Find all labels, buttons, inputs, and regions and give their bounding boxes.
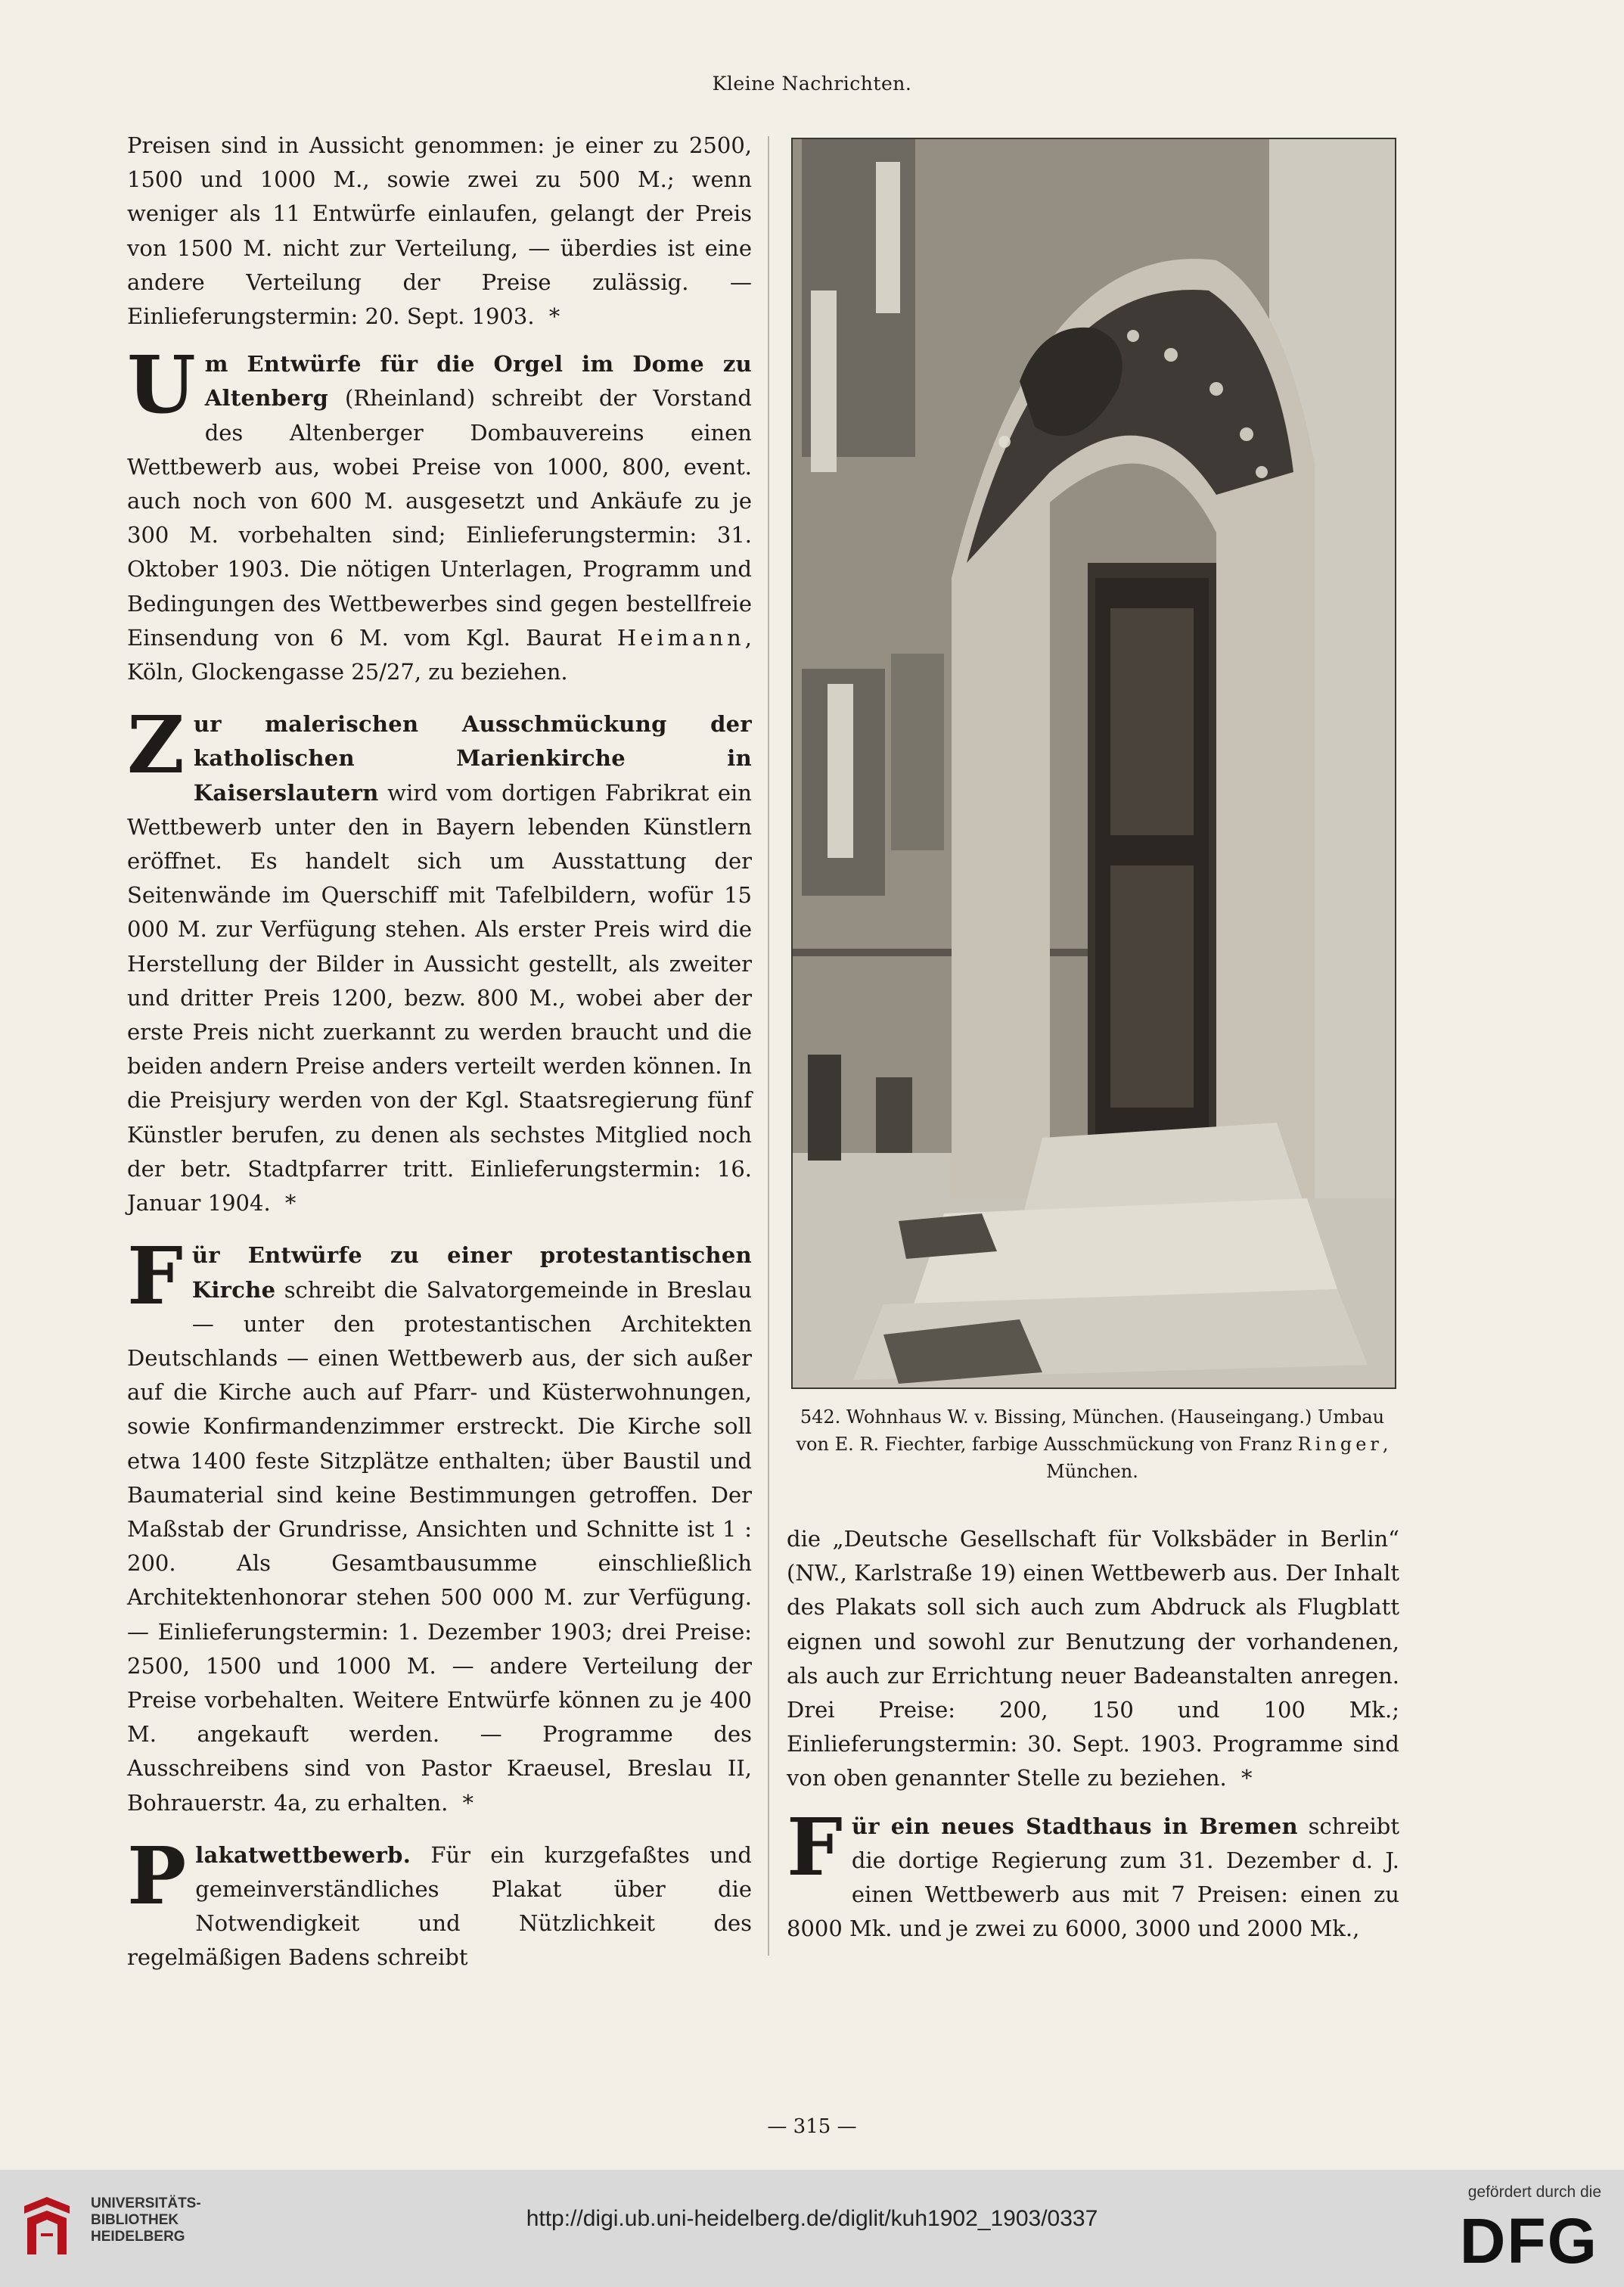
paragraph-text: , Köln, Glockengasse 25/27, zu beziehen. [127, 624, 752, 685]
paragraph-lead: ür ein neues Stadthaus in Bremen [851, 1813, 1298, 1839]
paragraph-bremen-town-hall [787, 1800, 1399, 1947]
drop-initial: F [787, 1800, 843, 1894]
library-name-line: UNIVERSITÄTS- [91, 2195, 201, 2211]
column-rule [768, 136, 769, 1956]
library-name-line: HEIDELBERG [91, 2229, 185, 2245]
dfg-logo: DFG [1459, 2205, 1598, 2276]
paragraph-text: wird vom dortigen Fabrikrat ein Wettbewerb unter den in Bayern lebenden Künstlern eröffnet. Es handelt sich um Ausstattung der Seitenwände im Querschiff mit Tafelbildern, wofür 15 000 M. zur Verfügung stehen. Als erster Preis wird die Herstellung der Bilder in Aussicht gestellt, als zweiter und dritter Preis 1200, bezw. 800 M., wobei aber der erste Preis nicht zuerkannt zu werden braucht und die beiden andern Preise anders verteilt werden können. In die Preisjury werden von der Kgl. Staatsregierung fünf Künstler berufen, zu denen als sechstes Mitglied noch der betr. Stadtpfarrer tritt. Einlieferungstermin: 16. Januar 1904. [127, 779, 752, 1217]
end-mark: * [1241, 1765, 1253, 1791]
digitization-footer [0, 2170, 1624, 2287]
drop-initial: F [127, 1229, 183, 1323]
paragraph-kaiserslautern [127, 698, 752, 1220]
paragraph-organ-altenberg [127, 338, 752, 689]
artist-name: Ringer [1297, 1434, 1383, 1455]
figure-caption [787, 1403, 1398, 1485]
running-head: Kleine Nachrichten. [712, 73, 912, 95]
paragraph-breslau-church [127, 1229, 752, 1819]
paragraph-lead: ur malerischen Ausschmückung der katholischen Marienkirche in Kaiserslautern [193, 711, 752, 806]
end-mark: * [548, 303, 560, 330]
paragraph-text: schreibt die Salvatorgemeinde in Breslau — unter den protestantischen Architekten Deutschlands — einen Wettbewerb aus, der sich außer auf die Kirche auch auf Pfarr- und Küsterwohnungen, sowie Konfirmandenzimmer erstreckt. Die Kirche soll etwa 1400 feste Sitzplätze enthalten; über Baustil und Baumaterial sind keine Bestimmungen getroffen. Der Maßstab der Grundrisse, Ansichten und Schnitte ist 1 : 200. Als Gesamtbausumme einschließlich Architektenhonorar stehen 500 000 M. zur Verfügung. — Einlieferungstermin: 1. Dezember 1903; drei Preise: 2500, 1500 und 1000 M. — andere Verteilung der Preise vorbehalten. Weitere Entwürfe können zu je 400 M. angekauft werden. — Programme des Ausschreibens sind von Pastor Kraeusel, Breslau II, Bohrauerstr. 4a, zu erhalten. [127, 1276, 752, 1816]
figure-photo-house-entrance [791, 138, 1396, 1389]
library-name-line: BIBLIOTHEK [91, 2212, 179, 2228]
paragraph-poster-competition [127, 1829, 752, 1975]
paragraph-lead: lakatwettbewerb. [195, 1841, 411, 1868]
drop-initial: Z [127, 698, 185, 792]
page-number: — 315 — [767, 2115, 857, 2138]
caption-text: , München. [1046, 1434, 1389, 1482]
left-column [127, 129, 752, 1993]
paragraph-text: Preisen sind in Aussicht genommen: je einer zu 2500, 1500 und 1000 M., sowie zwei zu 500 M.; wenn weniger als 11 Entwürfe einlaufen, gelangt der Preis von 1500 M. nicht zur Verteilung, — überdies ist eine andere Verteilung der Preise zulässig. — Einlieferungstermin: 20. Sept. 1903. [127, 132, 752, 330]
right-column [787, 1522, 1399, 1964]
person-name: Heimann [616, 624, 745, 651]
paragraph-lead: ür Entwürfe zu einer protestantischen Kirche [191, 1242, 752, 1303]
end-mark: * [284, 1190, 297, 1217]
end-mark: * [462, 1789, 474, 1816]
caption-text: 542. Wohnhaus W. v. Bissing, München. (Hauseingang.) Umbau von E. R. Fiechter, farbige Ausschmückung von Franz [796, 1406, 1385, 1455]
paragraph-text: schreibt die dortige Regierung zum 31. Dezember d. J. einen Wettbewerb aus mit 7 Preisen: einen zu 8000 Mk. und je zwei zu 6000, 3000 und 2000 Mk., [787, 1813, 1399, 1942]
entrance-photo-illustration [793, 139, 1395, 1387]
paragraph-text: Für ein kurzgefaßtes und gemeinverständliches Plakat über die Notwendigkeit und Nützlichkeit des regelmäßigen Badens schreibt [127, 1841, 752, 1971]
paragraph-lead: m Entwürfe für die Orgel im Dome zu Altenberg [204, 351, 752, 412]
permalink-url[interactable]: http://digi.ub.uni-heidelberg.de/diglit/kuh1902_1903/0337 [526, 2206, 1098, 2231]
paragraph-prize-continuation [127, 129, 752, 334]
paragraph-text: die „Deutsche Gesellschaft für Volksbäder in Berlin“ (NW., Karlstraße 19) einen Wettbewerb aus. Der Inhalt des Plakats soll sich auch zum Abdruck als Flugblatt eignen und sowohl zur Benutzung der vorhandenen, als auch zur Errichtung neuer Badeanstalten anregen. Drei Preise: 200, 150 und 100 Mk.; Einlieferungstermin: 30. Sept. 1903. Programme sind von oben genannter Stelle zu beziehen. [787, 1526, 1399, 1791]
paragraph-text: (Rheinland) schreibt der Vorstand des Altenberger Dombauvereins einen Wettbewerb aus, wobei Preise von 1000, 800, event. auch noch von 600 M. ausgesetzt und Ankäufe zu je 300 M. vorbehalten sind; Einlieferungstermin: 31. Oktober 1903. Die nötigen Unterlagen, Programm und Bedingungen des Wettbewerbes sind gegen bestellfreie Einsendung von 6 M. vom Kgl. Baurat [127, 385, 752, 651]
drop-initial: U [127, 338, 196, 432]
paragraph-poster-continuation [787, 1522, 1399, 1796]
funded-by-label: gefördert durch die [1467, 2183, 1601, 2201]
drop-initial: P [127, 1829, 187, 1922]
